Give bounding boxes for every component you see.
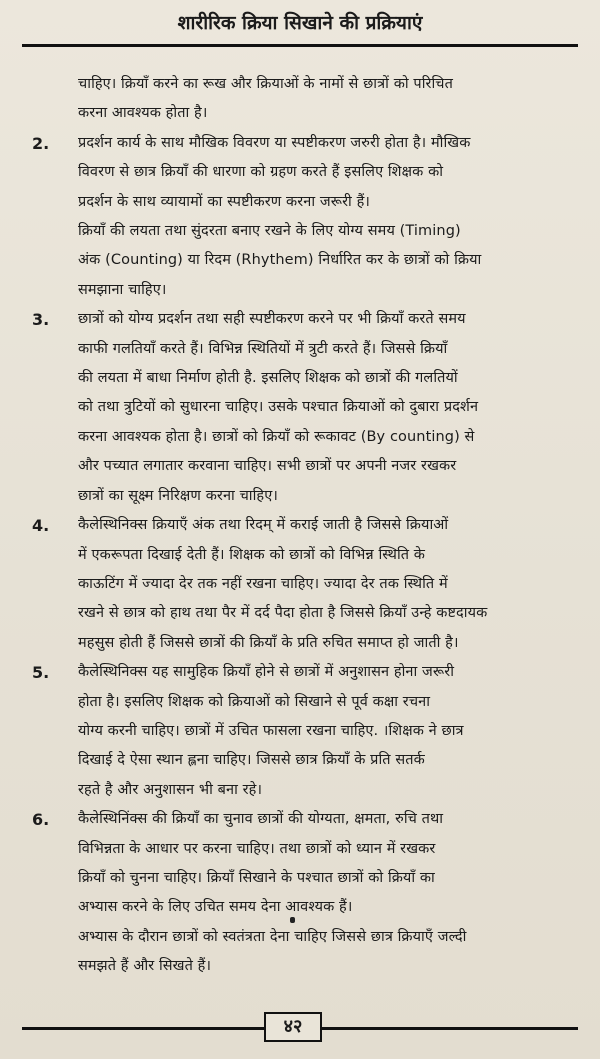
- text-line: काफी गलतियाँ करते हैं। विभिन्न स्थितियों में त्रुटी करते हैं। जिससे क्रियाँ: [78, 340, 448, 357]
- text-line: और पच्यात लगातार करवाना चाहिए। सभी छात्रों पर अपनी नजर रखकर: [78, 458, 457, 475]
- text-line: छात्रों का सूक्ष्म निरिक्षण करना चाहिए।: [78, 487, 278, 504]
- text-line: दिखाई दे ऐसा स्थान ह्लना चाहिए। जिससे छात्र क्रियाँ के प्रति सतर्क: [78, 752, 425, 769]
- text-line: विभिन्नता के आधार पर करना चाहिए। तथा छात्रों को ध्यान में रखकर: [78, 840, 436, 857]
- text-line: समझते हैं और सिखते हैं।: [78, 958, 212, 975]
- text-line: महसुस होती हैं जिससे छात्रों की क्रियाँ के प्रति रुचित समाप्त हो जाती है।: [78, 634, 459, 651]
- text-line: होता है। इसलिए शिक्षक को क्रियाओं को सिखाने से पूर्व कक्षा रचना: [78, 693, 431, 710]
- text-line: काऊटिंग में ज्यादा देर तक नहीं रखना चाहिए। ज्यादा देर तक स्थिति में: [78, 575, 448, 592]
- paragraph-number: 5.: [32, 663, 50, 683]
- text-line: चाहिए। क्रियाँ करने का रूख और क्रियाओं के नामों से छात्रों को परिचित: [78, 76, 453, 92]
- paragraph-number: 4.: [32, 516, 50, 536]
- text-line: प्रदर्शन के साथ व्यायामों का स्पष्टीकरण करना जरूरी हैं।: [78, 193, 371, 210]
- page-body: [26, 70, 576, 982]
- page-header-title: शारीरिक क्रिया सिखाने की प्रक्रियाएं: [177, 12, 423, 34]
- text-line: कैलेस्थिनिंक्स की क्रियाँ का चुनाव छात्रों की योग्यता, क्षमता, रुचि तथा: [78, 811, 444, 828]
- text-line: कैलेस्थिनिक्स यह सामुहिक क्रियाँ होने से छात्रों में अनुशासन होना जरूरी: [78, 664, 455, 681]
- text-line: रखने से छात्र को हाथ तथा पैर में दर्द पैदा होता है जिससे क्रियाँ उन्हे कष्टदायक: [78, 605, 488, 622]
- paragraph: [26, 305, 576, 511]
- header-rule: [22, 44, 578, 47]
- text-line: को तथा त्रुटियों को सुधारना चाहिए। उसके पश्चात क्रियाओं को दुबारा प्रदर्शन: [78, 399, 479, 416]
- text-line: रहते है और अनुशासन भी बना रहे।: [78, 781, 263, 798]
- text-line: प्रदर्शन कार्य के साथ मौखिक विवरण या स्पष्टीकरण जरुरी होता है। मौखिक: [78, 134, 471, 151]
- text-line: क्रियाँ को चुनना चाहिए। क्रियाँ सिखाने के पश्चात छात्रों को क्रियाँ का: [78, 869, 435, 886]
- text-line: योग्य करनी चाहिए। छात्रों में उचित फासला रखना चाहिए. ।शिक्षक ने छात्र: [78, 722, 464, 739]
- paragraph-number: 6.: [32, 810, 50, 830]
- paragraph-number: 2.: [32, 133, 50, 153]
- text-line: कैलेस्थिनिक्स क्रियाएँ अंक तथा रिदम् में कराई जाती है जिससे क्रियाओं: [78, 517, 449, 534]
- page-number: ४२: [264, 1012, 322, 1042]
- paragraph-number: 3.: [32, 310, 50, 330]
- text-line: करना आवश्यक होता है।: [78, 105, 208, 122]
- paragraph: [26, 658, 576, 805]
- text-line: विवरण से छात्र क्रियाँ की धारणा को ग्रहण करते हैं इसलिए शिक्षक को: [78, 164, 444, 181]
- text-line: अभ्यास करने के लिए उचित समय देना आवश्यक हैं।: [78, 899, 353, 916]
- text-line: की लयता में बाधा निर्माण होती है. इसलिए शिक्षक को छात्रों की गलतियों: [78, 370, 458, 387]
- text-line: अंक (Counting) या रिदम (Rhythem) निर्धारित कर के छात्रों को क्रिया: [78, 252, 482, 269]
- text-line: छात्रों को योग्य प्रदर्शन तथा सही स्पष्टीकरण करने पर भी क्रियाँ करते समय: [78, 311, 466, 328]
- text-line: क्रियाँ की लयता तथा सुंदरता बनाए रखने के लिए योग्य समय (Timing): [78, 223, 461, 240]
- text-line: में एकरूपता दिखाई देती हैं। शिक्षक को छात्रों को विभिन्न स्थिति के: [78, 546, 426, 563]
- text-line: समझाना चाहिए।: [78, 281, 167, 298]
- paragraph: [26, 511, 576, 658]
- text-line: अभ्यास के दौरान छात्रों को स्वतंत्रता देना चाहिए जिससे छात्र क्रियाएँ जल्दी: [78, 928, 467, 945]
- text-line: करना आवश्यक होता है। छात्रों को क्रियाँ को रूकावट (By counting) से: [78, 428, 475, 445]
- paragraph: [26, 805, 576, 981]
- paragraph: [26, 70, 576, 129]
- bullet-mark: [290, 917, 295, 923]
- paragraph: [26, 129, 576, 305]
